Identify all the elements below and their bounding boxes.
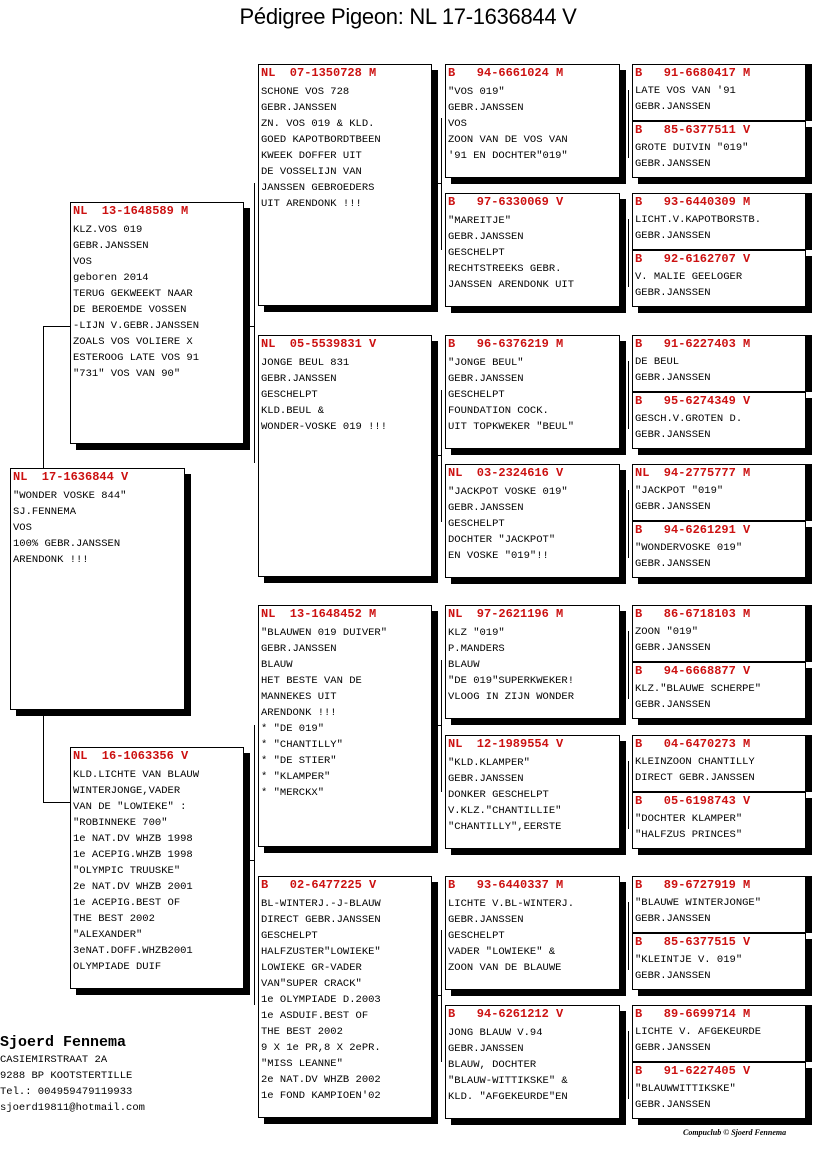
info-line: "MAREITJE" bbox=[448, 215, 512, 227]
connector bbox=[431, 455, 441, 456]
pigeon-card-gen2[interactable] bbox=[258, 64, 432, 306]
info-line: "MISS LEANNE" bbox=[261, 1058, 343, 1070]
ring-number: NL 97-2621196 M bbox=[448, 607, 564, 621]
ring-number: B 89-6727919 M bbox=[635, 878, 751, 892]
ring-number: B 89-6699714 M bbox=[635, 1007, 751, 1021]
info-line: "WONDERVOSKE 019" bbox=[635, 542, 743, 554]
info-line: LICHT.V.KAPOTBORSTB. bbox=[635, 214, 762, 226]
pigeon-card-gen3[interactable] bbox=[445, 876, 620, 990]
pigeon-card-gen3[interactable] bbox=[445, 193, 620, 307]
info-line: SJ.FENNEMA bbox=[13, 506, 77, 518]
info-line: GEBR.JANSSEN bbox=[635, 557, 711, 570]
info-line: GROTE DUIVIN "019" bbox=[635, 142, 749, 154]
info-line: '91 EN DOCHTER"019" bbox=[448, 150, 568, 162]
info-line: GEBR.JANSSEN bbox=[448, 773, 524, 785]
info-line: * "DE 019" bbox=[261, 723, 325, 735]
info-line: * "MERCKX" bbox=[261, 787, 325, 799]
pigeon-card-gen4[interactable] bbox=[632, 735, 806, 792]
info-line: DE VOSSELIJN VAN bbox=[261, 166, 362, 178]
info-line: GEBR.JANSSEN bbox=[73, 240, 149, 252]
info-line: ZOALS VOS VOLIERE X bbox=[73, 336, 193, 348]
ring-number: B 94-6261291 V bbox=[635, 523, 751, 537]
ring-number: B 91-6227405 V bbox=[635, 1064, 751, 1078]
pigeon-card-father[interactable] bbox=[70, 202, 244, 444]
info-line: GEBR.JANSSEN bbox=[635, 698, 711, 711]
connector bbox=[254, 725, 255, 1005]
info-line: GEBR.JANSSEN bbox=[635, 641, 711, 654]
info-line: VADER "LOWIEKE" & bbox=[448, 946, 556, 958]
connector bbox=[628, 90, 629, 158]
info-line: GOED KAPOTBORDTBEEN bbox=[261, 134, 381, 146]
info-line: LICHTE V. AFGEKEURDE bbox=[635, 1026, 762, 1038]
info-line: GEBR.JANSSEN bbox=[448, 373, 524, 385]
connector bbox=[628, 361, 629, 429]
info-line: GEBR.JANSSEN bbox=[635, 500, 711, 513]
info-line: "VOS 019" bbox=[448, 86, 505, 98]
info-line: GEBR.JANSSEN bbox=[635, 1098, 711, 1111]
info-line: "BLAUWE WINTERJONGE" bbox=[635, 897, 762, 909]
info-line: ZOON VAN DE BLAUWE bbox=[448, 962, 562, 974]
connector bbox=[441, 390, 442, 522]
info-line: ARENDONK !!! bbox=[13, 554, 89, 566]
pigeon-card-gen3[interactable] bbox=[445, 1005, 620, 1119]
info-line: "HALFZUS PRINCES" bbox=[635, 828, 743, 841]
pigeon-card-mother[interactable] bbox=[70, 747, 244, 989]
ring-number: B 04-6470273 M bbox=[635, 737, 751, 751]
page-title: Pédigree Pigeon: NL 17-1636844 V bbox=[239, 4, 577, 29]
info-line: LATE VOS VAN '91 bbox=[635, 85, 736, 97]
info-line: "DOCHTER KLAMPER" bbox=[635, 813, 743, 825]
pigeon-card-gen3[interactable] bbox=[445, 64, 620, 178]
info-line: GEBR.JANSSEN bbox=[635, 286, 711, 299]
info-line: GEBR.JANSSEN bbox=[448, 1043, 524, 1055]
info-line: VAN DE "LOWIEKE" : bbox=[73, 801, 187, 813]
info-line: VOS bbox=[13, 522, 32, 534]
ring-number: B 92-6162707 V bbox=[635, 252, 751, 266]
owner-info bbox=[0, 1034, 145, 1116]
pigeon-card-gen4[interactable] bbox=[632, 250, 806, 307]
pigeon-card-gen4[interactable] bbox=[632, 464, 806, 521]
info-line: KLD.LICHTE VAN BLAUW bbox=[73, 769, 200, 781]
info-line: "JONGE BEUL" bbox=[448, 357, 524, 369]
info-line: VLOOG IN ZIJN WONDER bbox=[448, 691, 575, 703]
info-line: 100% GEBR.JANSSEN bbox=[13, 538, 121, 550]
info-line: UIT ARENDONK !!! bbox=[261, 198, 362, 210]
info-line: GEBR.JANSSEN bbox=[635, 157, 711, 170]
info-line: 2e NAT.DV WHZB 2001 bbox=[73, 881, 193, 893]
ring-number: B 95-6274349 V bbox=[635, 394, 751, 408]
info-line: P.MANDERS bbox=[448, 643, 505, 655]
pigeon-card-subject[interactable] bbox=[10, 468, 185, 710]
info-line: 1e NAT.DV WHZB 1998 bbox=[73, 833, 193, 845]
ring-number: NL 13-1648452 M bbox=[261, 607, 377, 621]
info-line: GEBR.JANSSEN bbox=[635, 428, 711, 441]
connector bbox=[431, 725, 441, 726]
info-line: GESCHELPT bbox=[448, 930, 505, 942]
info-line: GESCHELPT bbox=[261, 389, 318, 401]
info-line: GESCHELPT bbox=[448, 389, 505, 401]
connector bbox=[254, 183, 255, 463]
info-line: 9 X 1e PR,8 X 2ePR. bbox=[261, 1042, 381, 1054]
info-line: SCHONE VOS 728 bbox=[261, 86, 350, 98]
info-line: GESCHELPT bbox=[448, 247, 505, 259]
ring-number: NL 05-5539831 V bbox=[261, 337, 377, 351]
info-line: 1e ACEPIG.WHZB 1998 bbox=[73, 849, 193, 861]
pigeon-card-gen2[interactable] bbox=[258, 335, 432, 577]
info-line: DOCHTER "JACKPOT" bbox=[448, 534, 556, 546]
info-line: BLAUW bbox=[261, 659, 293, 671]
info-line: * "KLAMPER" bbox=[261, 771, 331, 783]
info-line: BLAUW bbox=[448, 659, 480, 671]
info-line: ZOON VAN DE VOS VAN bbox=[448, 134, 568, 146]
info-line: DE BEROEMDE VOSSEN bbox=[73, 304, 187, 316]
info-line: KLD. "AFGEKEURDE"EN bbox=[448, 1091, 568, 1103]
info-line: "BLAUWWITTIKSKE" bbox=[635, 1083, 736, 1095]
info-line: V.KLZ."CHANTILLIE" bbox=[448, 805, 562, 817]
info-line: GESCHELPT bbox=[261, 930, 318, 942]
info-line: RECHTSTREEKS GEBR. bbox=[448, 263, 562, 275]
ring-number: B 94-6661024 M bbox=[448, 66, 564, 80]
info-line: "BLAUW-WITTIKSKE" & bbox=[448, 1075, 568, 1087]
info-line: GEBR.JANSSEN bbox=[448, 102, 524, 114]
info-line: "BLAUWEN 019 DUIVER" bbox=[261, 627, 388, 639]
info-line: 2e NAT.DV WHZB 2002 bbox=[261, 1074, 381, 1086]
ring-number: NL 16-1063356 V bbox=[73, 749, 189, 763]
ring-number: B 97-6330069 V bbox=[448, 195, 564, 209]
info-line: DE BEUL bbox=[635, 356, 680, 368]
ring-number: B 93-6440337 M bbox=[448, 878, 564, 892]
ring-number: NL 13-1648589 M bbox=[73, 204, 189, 218]
info-line: JANSSEN GEBROEDERS bbox=[261, 182, 375, 194]
connector bbox=[441, 930, 442, 1062]
info-line: "WONDER VOSKE 844" bbox=[13, 490, 127, 502]
connector bbox=[441, 118, 442, 250]
ring-number: B 94-6261212 V bbox=[448, 1007, 564, 1021]
info-line: GEBR.JANSSEN bbox=[635, 969, 711, 982]
ring-number: B 86-6718103 M bbox=[635, 607, 751, 621]
info-line: -LIJN V.GEBR.JANSSEN bbox=[73, 320, 200, 332]
ring-number: B 94-6668877 V bbox=[635, 664, 751, 678]
info-line: * "DE STIER" bbox=[261, 755, 337, 767]
info-line: GESCH.V.GROTEN D. bbox=[635, 413, 743, 425]
info-line: ESTEROOG LATE VOS 91 bbox=[73, 352, 200, 364]
connector bbox=[628, 219, 629, 287]
info-line: 1e OLYMPIADE D.2003 bbox=[261, 994, 381, 1006]
ring-number: NL 03-2324616 V bbox=[448, 466, 564, 480]
info-line: KLZ "019" bbox=[448, 627, 505, 639]
pigeon-card-gen2[interactable] bbox=[258, 605, 432, 847]
ring-number: B 91-6680417 M bbox=[635, 66, 751, 80]
pigeon-card-gen4[interactable] bbox=[632, 1062, 806, 1119]
info-line: "JACKPOT VOSKE 019" bbox=[448, 486, 568, 498]
info-line: GEBR.JANSSEN bbox=[261, 373, 337, 385]
info-line: GEBR.JANSSEN bbox=[635, 371, 711, 384]
info-line: "ROBINNEKE 700" bbox=[73, 817, 168, 829]
pigeon-card-gen4[interactable] bbox=[632, 876, 806, 933]
info-line: OLYMPIADE DUIF bbox=[73, 961, 162, 973]
ring-number: NL 17-1636844 V bbox=[13, 470, 129, 484]
info-line: JANSSEN ARENDONK UIT bbox=[448, 279, 575, 291]
info-line: GEBR.JANSSEN bbox=[261, 643, 337, 655]
ring-number: NL 12-1989554 V bbox=[448, 737, 564, 751]
connector bbox=[431, 995, 441, 996]
pigeon-card-gen4[interactable] bbox=[632, 64, 806, 121]
info-line: GEBR.JANSSEN bbox=[448, 914, 524, 926]
info-line: WONDER-VOSKE 019 !!! bbox=[261, 421, 388, 433]
info-line: DIRECT GEBR.JANSSEN bbox=[635, 771, 755, 784]
owner-address: CASIEMIRSTRAAT 2A bbox=[0, 1054, 108, 1066]
info-line: "OLYMPIC TRUUSKE" bbox=[73, 865, 181, 877]
pigeon-card-gen3[interactable] bbox=[445, 464, 620, 578]
pigeon-card-gen4[interactable] bbox=[632, 392, 806, 449]
info-line: GEBR.JANSSEN bbox=[635, 1041, 711, 1054]
connector bbox=[43, 326, 70, 327]
info-line: TERUG GEKWEEKT NAAR bbox=[73, 288, 193, 300]
info-line: HET BESTE VAN DE bbox=[261, 675, 362, 687]
info-line: GEBR.JANSSEN bbox=[635, 229, 711, 242]
connector bbox=[441, 660, 442, 792]
connector bbox=[43, 802, 70, 803]
pigeon-card-gen4[interactable] bbox=[632, 933, 806, 990]
connector bbox=[628, 490, 629, 558]
info-line: 1e ACEPIG.BEST OF bbox=[73, 897, 181, 909]
info-line: KLD.BEUL & bbox=[261, 405, 325, 417]
pigeon-card-gen4[interactable] bbox=[632, 521, 806, 578]
info-line: GEBR.JANSSEN bbox=[448, 502, 524, 514]
info-line: LOWIEKE GR-VADER bbox=[261, 962, 362, 974]
info-line: 3eNAT.DOFF.WHZB2001 bbox=[73, 945, 193, 957]
info-line: THE BEST 2002 bbox=[73, 913, 155, 925]
info-line: HALFZUSTER"LOWIEKE" bbox=[261, 946, 381, 958]
info-line: V. MALIE GEELOGER bbox=[635, 271, 743, 283]
pigeon-card-gen4[interactable] bbox=[632, 792, 806, 849]
info-line: "CHANTILLY",EERSTE bbox=[448, 821, 562, 833]
owner-phone: Tel.: 004959479119933 bbox=[0, 1086, 133, 1098]
info-line: "ALEXANDER" bbox=[73, 929, 143, 941]
info-line: JONG BLAUW V.94 bbox=[448, 1027, 543, 1039]
pigeon-card-gen3[interactable] bbox=[445, 335, 620, 449]
info-line: "JACKPOT "019" bbox=[635, 485, 724, 497]
info-line: ARENDONK !!! bbox=[261, 707, 337, 719]
info-line: "DE 019"SUPERKWEKER! bbox=[448, 675, 575, 687]
info-line: EN VOSKE "019"!! bbox=[448, 550, 549, 562]
info-line: 1e ASDUIF.BEST OF bbox=[261, 1010, 369, 1022]
pigeon-card-gen4[interactable] bbox=[632, 193, 806, 250]
connector bbox=[43, 712, 44, 802]
connector bbox=[43, 326, 44, 468]
info-line: ZN. VOS 019 & KLD. bbox=[261, 118, 375, 130]
info-line: GEBR.JANSSEN bbox=[635, 912, 711, 925]
ring-number: NL 07-1350728 M bbox=[261, 66, 377, 80]
info-line: FOUNDATION COCK. bbox=[448, 405, 549, 417]
info-line: "KLEINTJE V. 019" bbox=[635, 954, 743, 966]
connector bbox=[431, 183, 441, 184]
ring-number: B 91-6227403 M bbox=[635, 337, 751, 351]
ring-number: B 05-6198743 V bbox=[635, 794, 751, 808]
info-line: KLZ."BLAUWE SCHERPE" bbox=[635, 683, 762, 695]
info-line: GEBR.JANSSEN bbox=[635, 100, 711, 113]
info-line: ZOON "019" bbox=[635, 626, 699, 638]
connector bbox=[628, 1031, 629, 1099]
info-line: VOS bbox=[448, 118, 467, 130]
info-line: GEBR.JANSSEN bbox=[448, 231, 524, 243]
info-line: DIRECT GEBR.JANSSEN bbox=[261, 914, 381, 926]
connector bbox=[628, 902, 629, 970]
connector bbox=[628, 631, 629, 699]
info-line: WINTERJONGE,VADER bbox=[73, 785, 181, 797]
info-line: 1e FOND KAMPIOEN'02 bbox=[261, 1090, 381, 1102]
owner-name: Sjoerd Fennema bbox=[0, 1034, 127, 1051]
ring-number: B 93-6440309 M bbox=[635, 195, 751, 209]
info-line: GESCHELPT bbox=[448, 518, 505, 530]
info-line: THE BEST 2002 bbox=[261, 1026, 343, 1038]
info-line: BL-WINTERJ.-J-BLAUW bbox=[261, 898, 381, 910]
info-line: VOS bbox=[73, 256, 92, 268]
ring-number: B 85-6377515 V bbox=[635, 935, 751, 949]
info-line: MANNEKES UIT bbox=[261, 691, 337, 703]
info-line: JONGE BEUL 831 bbox=[261, 357, 350, 369]
info-line: VAN"SUPER CRACK" bbox=[261, 978, 362, 990]
pigeon-card-gen3[interactable] bbox=[445, 605, 620, 719]
pigeon-card-gen4[interactable] bbox=[632, 1005, 806, 1062]
connector bbox=[244, 326, 254, 327]
info-line: KLEINZOON CHANTILLY bbox=[635, 756, 755, 768]
info-line: UIT TOPKWEKER "BEUL" bbox=[448, 421, 575, 433]
ring-number: B 02-6477225 V bbox=[261, 878, 377, 892]
pigeon-card-gen4[interactable] bbox=[632, 335, 806, 392]
pigeon-card-gen4[interactable] bbox=[632, 605, 806, 662]
info-line: DONKER GESCHELPT bbox=[448, 789, 549, 801]
ring-number: B 85-6377511 V bbox=[635, 123, 751, 137]
connector bbox=[628, 761, 629, 829]
info-line: KWEEK DOFFER UIT bbox=[261, 150, 362, 162]
info-line: "731" VOS VAN 90" bbox=[73, 368, 181, 380]
info-line: "KLD.KLAMPER" bbox=[448, 757, 530, 769]
info-line: BLAUW, DOCHTER bbox=[448, 1059, 537, 1071]
footer-credit: Compuclub © Sjoerd Fennema bbox=[683, 1128, 787, 1137]
pigeon-card-gen2[interactable] bbox=[258, 876, 432, 1118]
owner-email[interactable]: sjoerd19811@hotmail.com bbox=[0, 1102, 145, 1114]
owner-city: 9288 BP KOOTSTERTILLE bbox=[0, 1070, 133, 1082]
info-line: * "CHANTILLY" bbox=[261, 739, 343, 751]
ring-number: NL 94-2775777 M bbox=[635, 466, 751, 480]
connector bbox=[244, 860, 254, 861]
info-line: geboren 2014 bbox=[73, 272, 149, 284]
pigeon-card-gen3[interactable] bbox=[445, 735, 620, 849]
pigeon-card-gen4[interactable] bbox=[632, 662, 806, 719]
pigeon-card-gen4[interactable] bbox=[632, 121, 806, 178]
info-line: GEBR.JANSSEN bbox=[261, 102, 337, 114]
info-line: LICHTE V.BL-WINTERJ. bbox=[448, 898, 575, 910]
info-line: KLZ.VOS 019 bbox=[73, 224, 143, 236]
ring-number: B 96-6376219 M bbox=[448, 337, 564, 351]
